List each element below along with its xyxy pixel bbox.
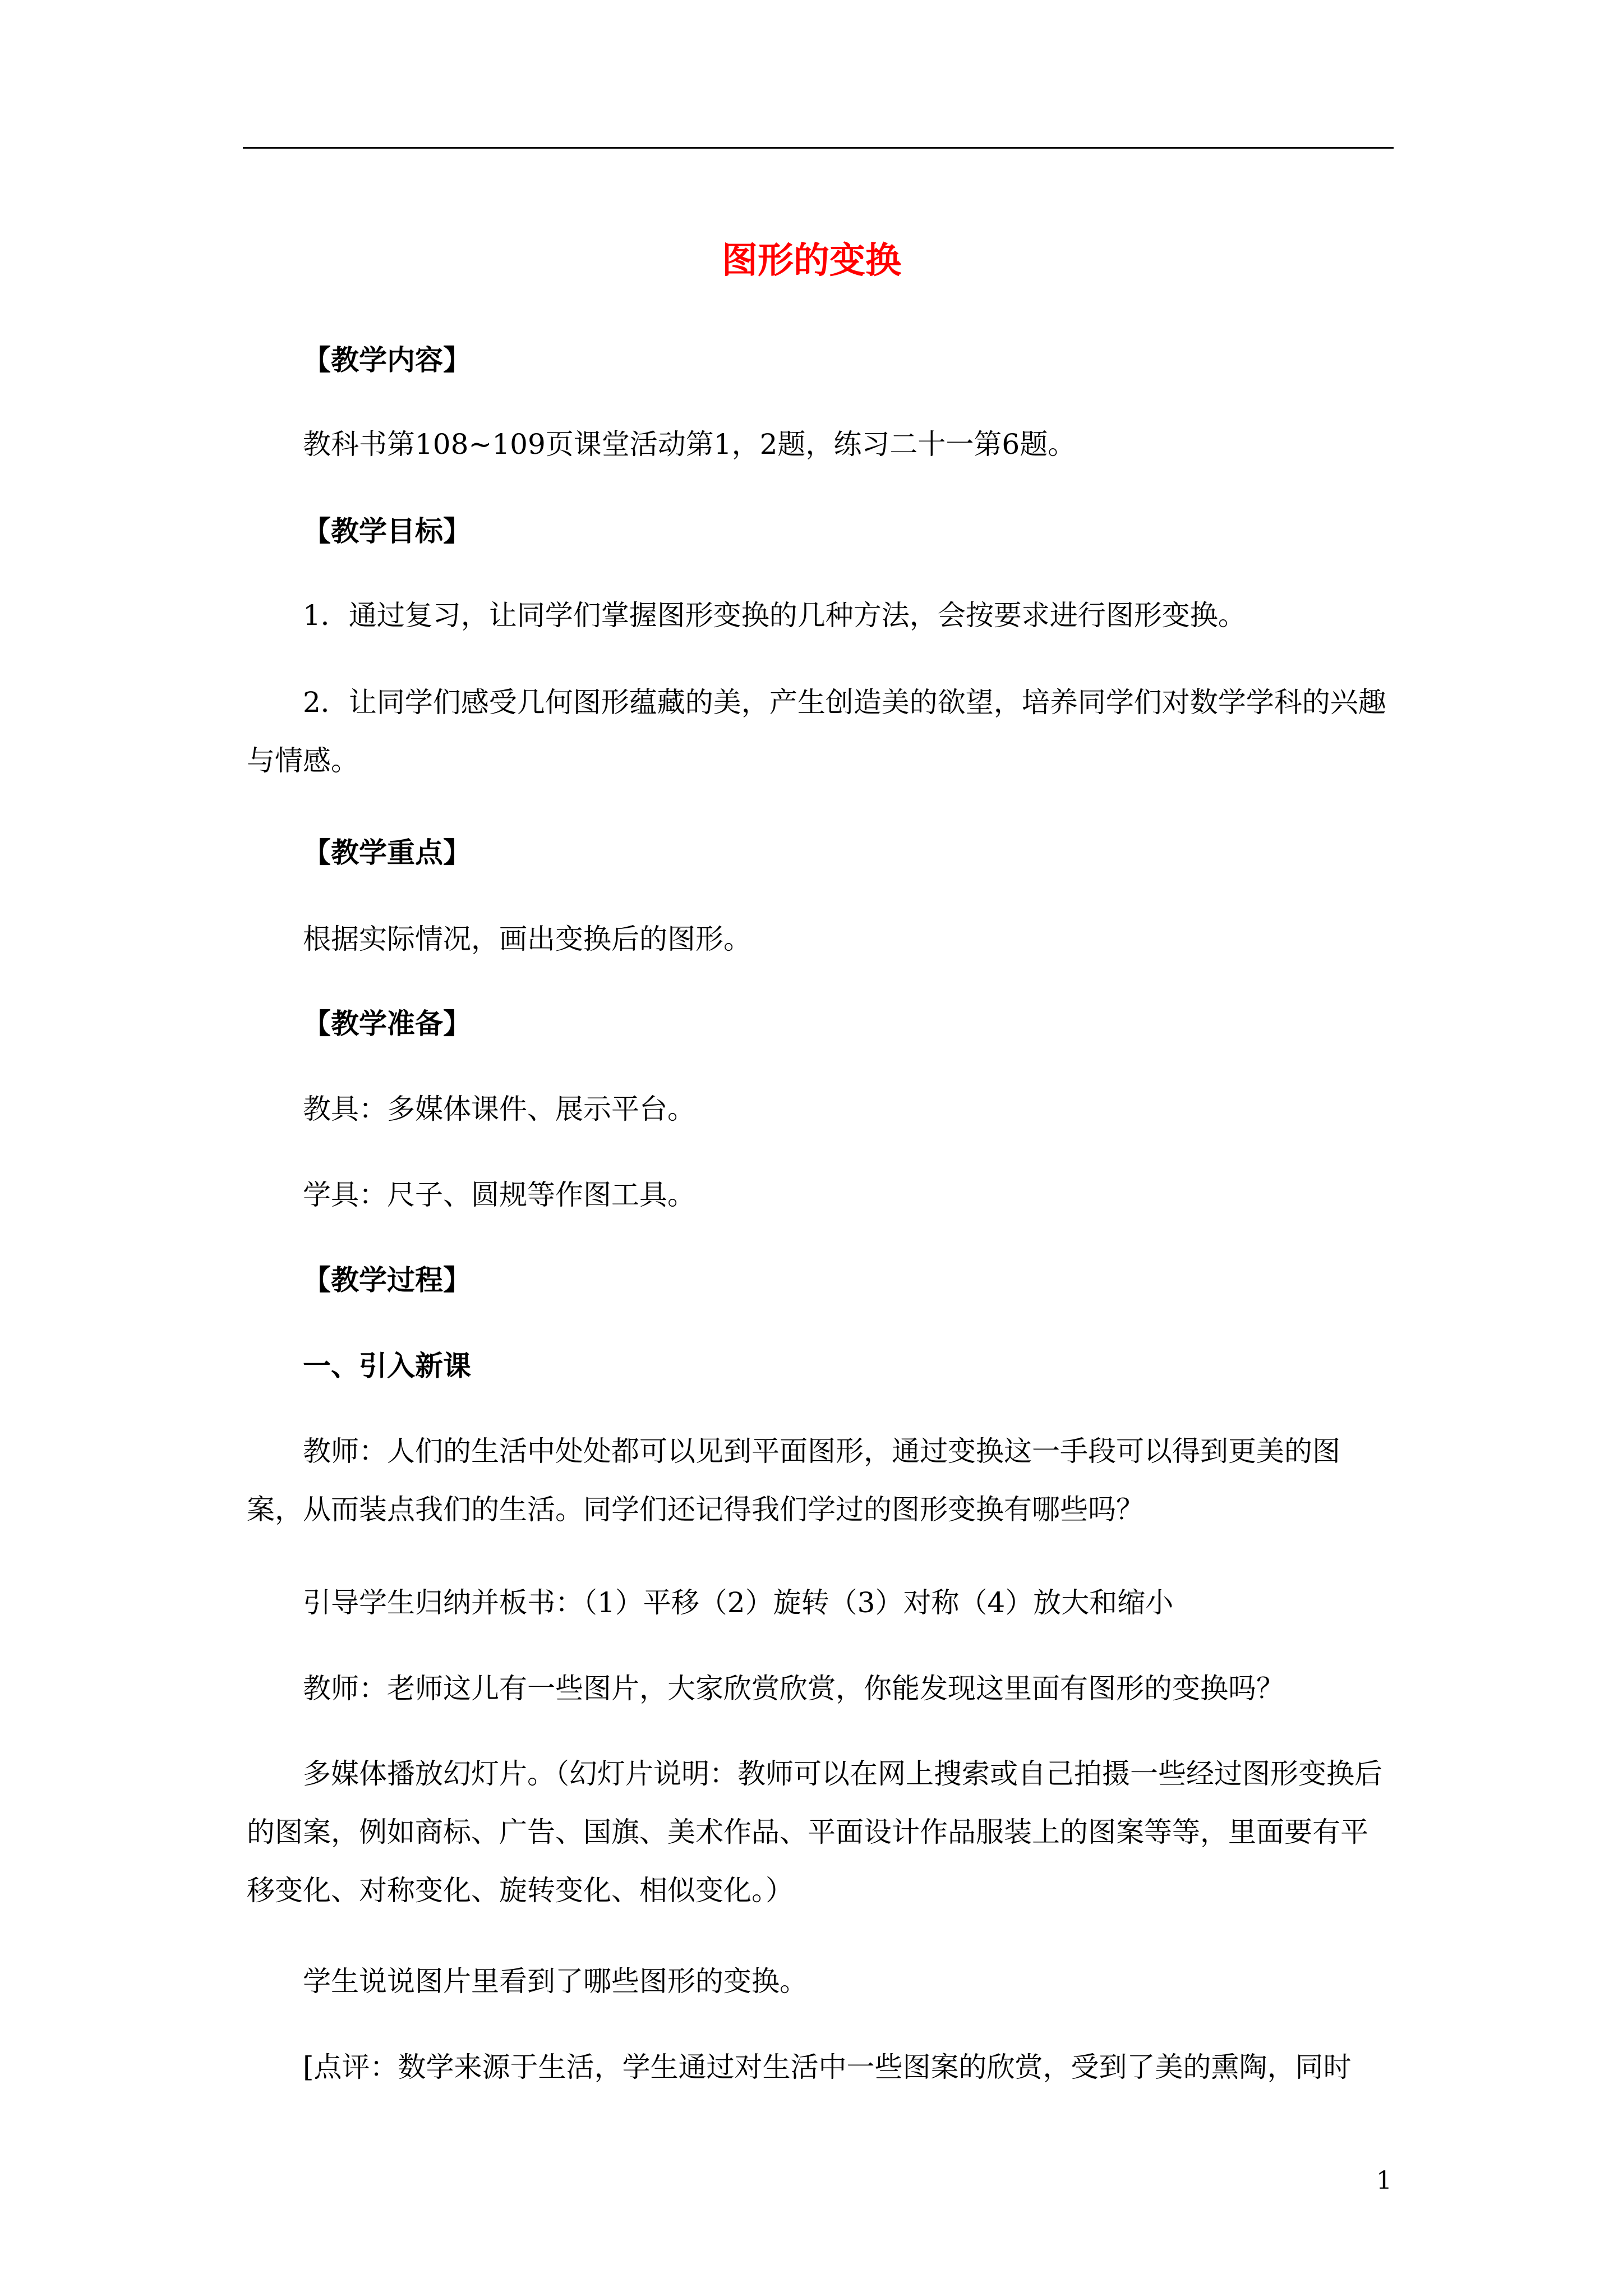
goal-item-1: 1．通过复习，让同学们掌握图形变换的几种方法，会按要求进行图形变换。 — [303, 599, 1246, 632]
paragraph-teacher-intro: 教师：人们的生活中处处都可以见到平面图形，通过变换这一手段可以得到更美的图案，从而装点我们的生活。同学们还记得我们学过的图形变换有哪些吗？ — [247, 1435, 1340, 1526]
document-title: 图形的变换 — [722, 240, 901, 282]
section-heading-goals: 【教学目标】 — [303, 515, 471, 547]
process-step-intro: 一、引入新课 — [303, 1350, 471, 1382]
paragraph-slideshow: 多媒体播放幻灯片。（幻灯片说明：教师可以在网上搜索或自己拍摄一些经过图形变换后的图案，例如商标、广告、国旗、美术作品、平面设计作品服装上的图案等等，里面要有平移变化、对称变化、旋转变化、相似变化。） — [247, 1757, 1382, 1907]
section-heading-focus: 【教学重点】 — [303, 836, 471, 869]
section-heading-preparation: 【教学准备】 — [303, 1007, 471, 1040]
paragraph-board-summary: 引导学生归纳并板书：（1）平移（2）旋转（3）对称（4）放大和缩小 — [303, 1586, 1174, 1619]
content-text: 教科书第108~109页课堂活动第1，2题，练习二十一第6题。 — [303, 428, 1076, 461]
paragraph-teacher-pictures: 教师：老师这儿有一些图片，大家欣赏欣赏，你能发现这里面有图形的变换吗？ — [303, 1672, 1284, 1705]
header-rule — [243, 147, 1394, 149]
section-heading-content: 【教学内容】 — [303, 344, 471, 376]
paragraph-comment: [点评：数学来源于生活，学生通过对生活中一些图案的欣赏，受到了美的熏陶，同时 — [303, 2051, 1352, 2083]
section-heading-process: 【教学过程】 — [303, 1264, 471, 1296]
goal-item-2: 2．让同学们感受几何图形蕴藏的美，产生创造美的欲望，培养同学们对数学学科的兴趣与情感。 — [247, 686, 1386, 777]
prep-student-tools: 学具：尺子、圆规等作图工具。 — [303, 1179, 695, 1211]
focus-text: 根据实际情况，画出变换后的图形。 — [303, 923, 751, 955]
page-number: 1 — [1376, 2166, 1392, 2195]
paragraph-student-discuss: 学生说说图片里看到了哪些图形的变换。 — [303, 1965, 808, 1998]
prep-teacher-tools: 教具：多媒体课件、展示平台。 — [303, 1093, 695, 1125]
